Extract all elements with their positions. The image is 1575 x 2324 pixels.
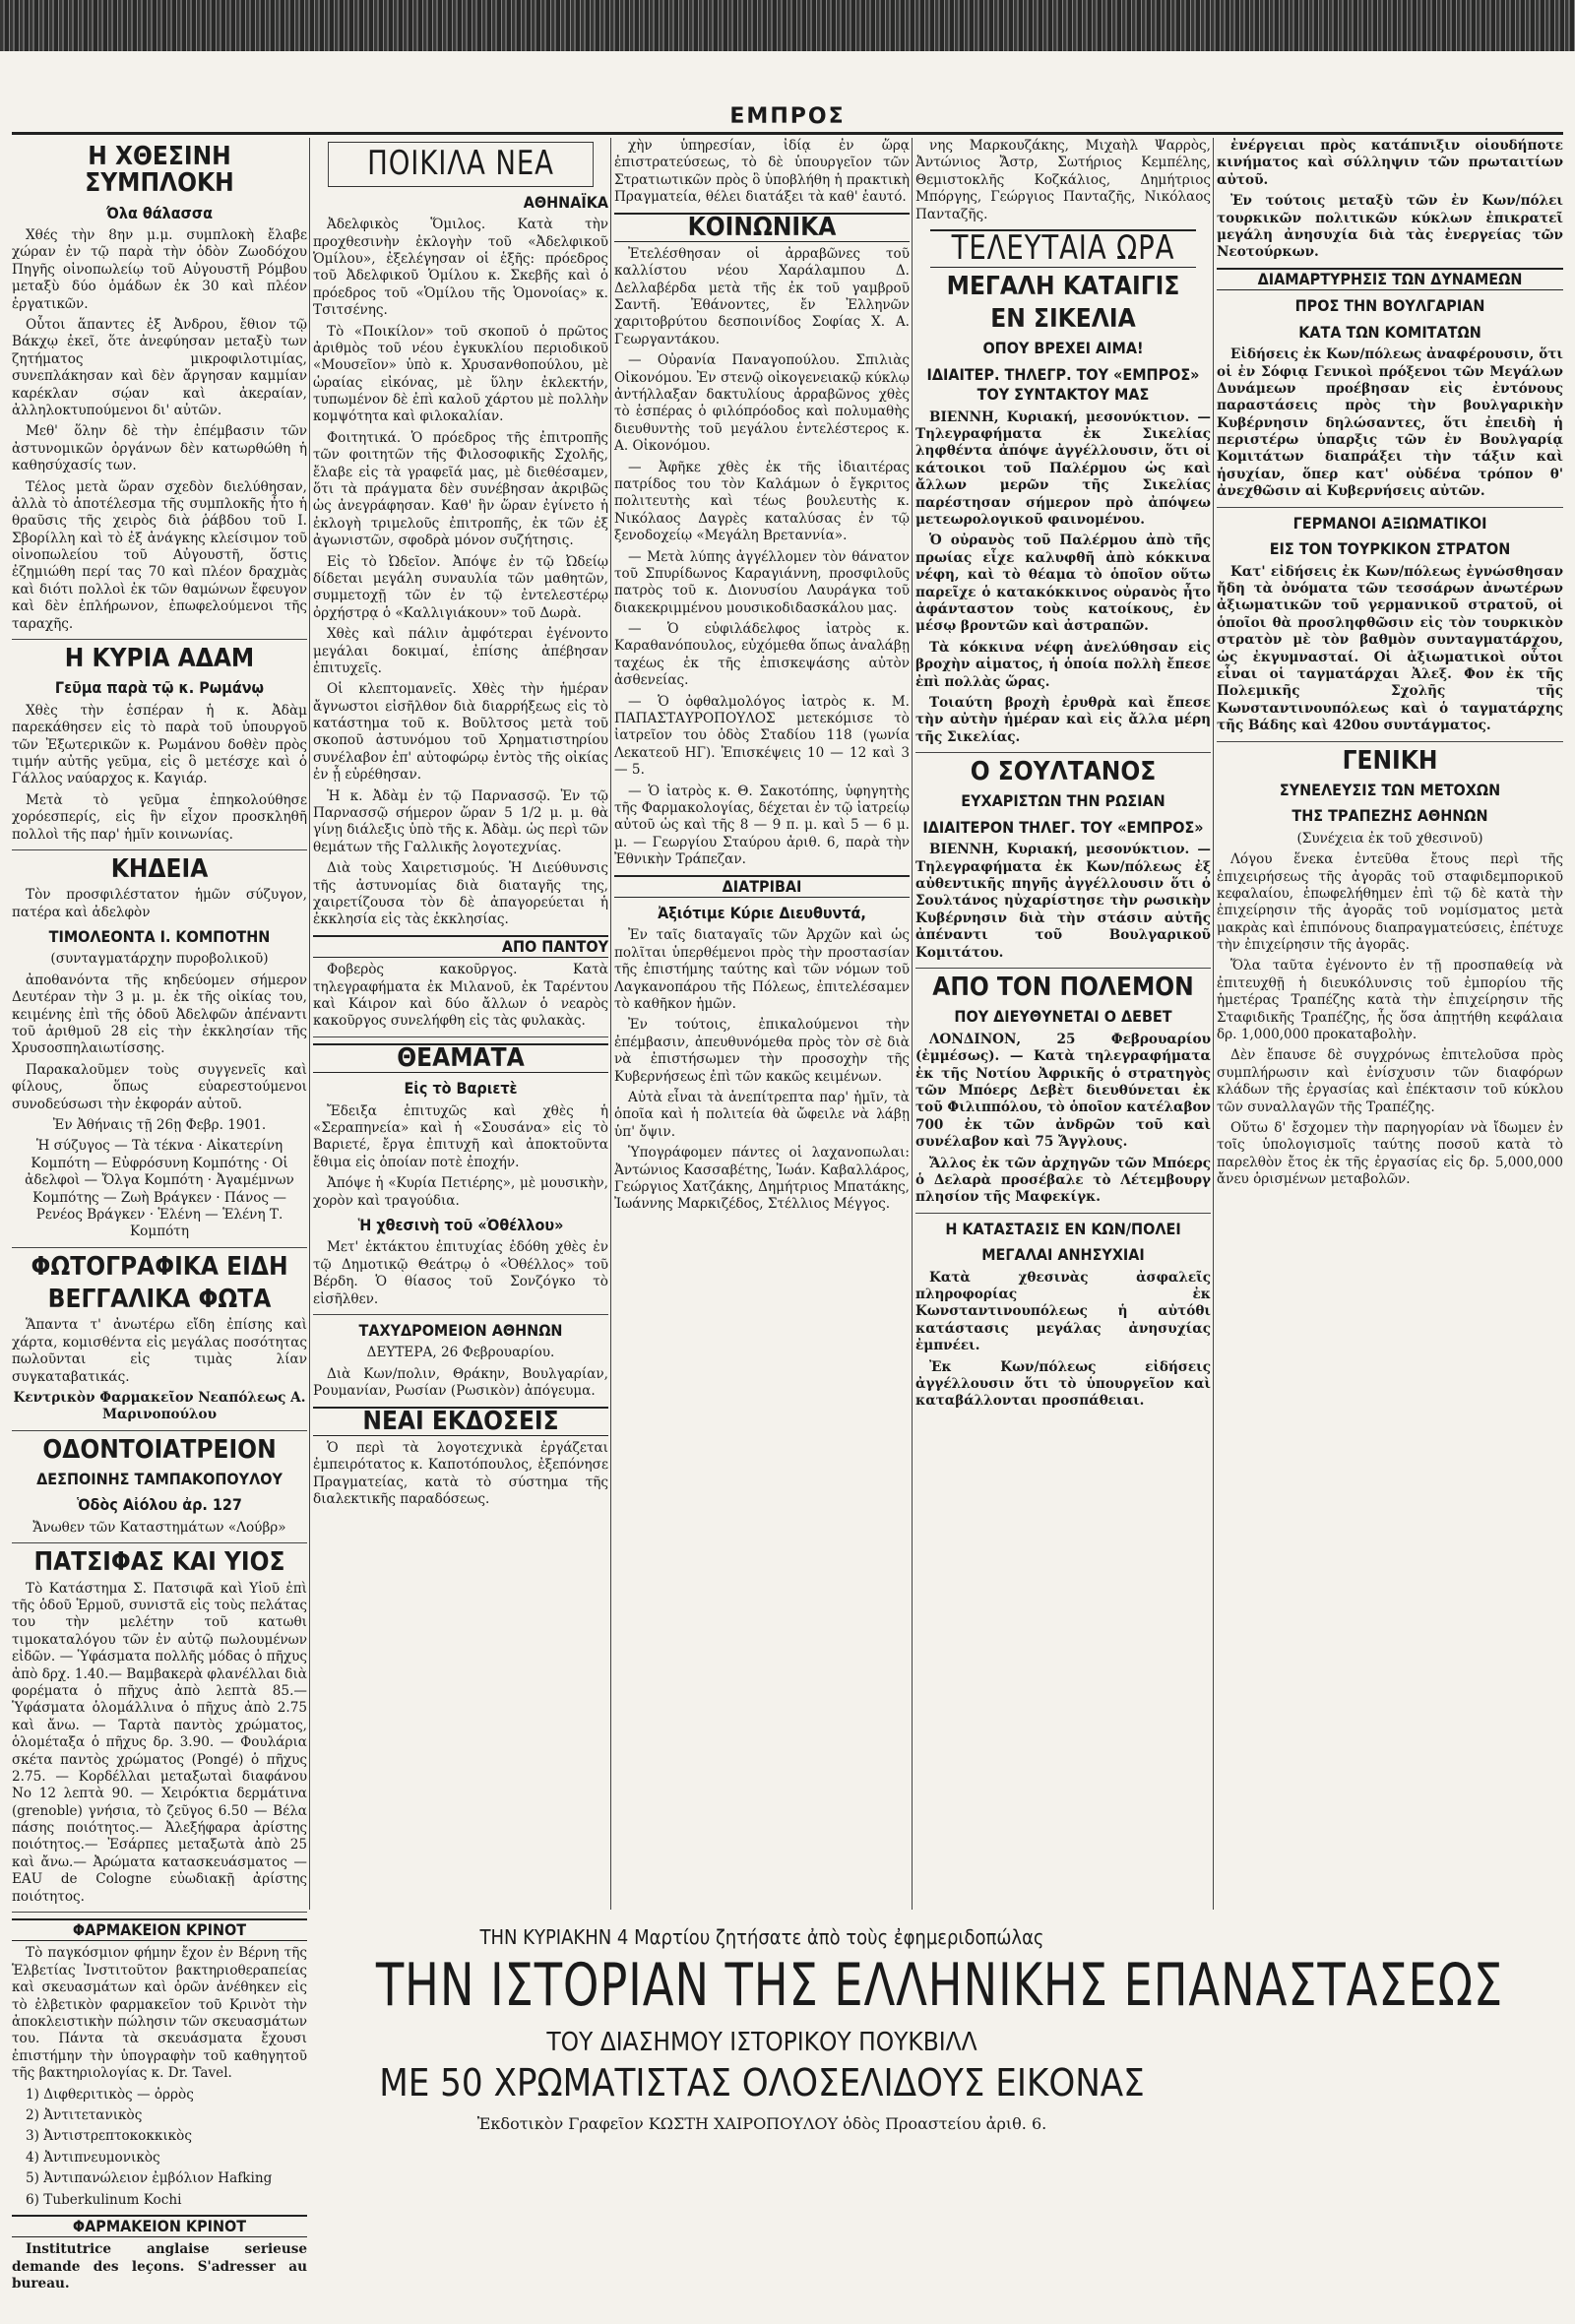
section-headline: ΔΙΑΤΡΙΒΑΙ bbox=[614, 875, 910, 898]
article-text: Ἐν ταῖς διαταγαῖς τῶν Ἀρχῶν καὶ ὡς πολῖται ὑπερθέμενοι πρὸς τὴν προστασίαν τῆς ἐπιστήμης ταύτης καὶ τῶν νόμων τοῦ Λαγκανοπάρου τῆς Πόλεως, ἐπιτελέσαμεν τὸ καθῆκον ἡμῶν. bbox=[614, 927, 910, 1013]
section-headline: ΤΕΛΕΥΤΑΙΑ ΩΡΑ bbox=[930, 229, 1196, 268]
article-text: — Μετὰ λύπης ἀγγέλλομεν τὸν θάνατον τοῦ Σπυρίδωνος Καραγιάννη, προσφιλοῦς πατρὸς τοῦ κ. Διονυσίου Λαυράγκα τοῦ διακεκριμμένου μουσικοδιδασκάλου μας. bbox=[614, 548, 910, 616]
separator bbox=[1217, 741, 1563, 742]
ad-line: ΜΕ 50 ΧΡΩΜΑΤΙΣΤΑΣ ΟΛΟΣΕΛΙΔΟΥΣ ΕΙΚΟΝΑΣ bbox=[379, 2061, 1145, 2104]
article-text: Φοβερὸς κακοῦργος. Κατὰ τηλεγραφήματα ἐκ Μιλανοῦ, ἐκ Ταρέντου καὶ Κάιρον καὶ δύο ἄλλων ὁ νεαρὸς κακοῦργος συνελήφθη εἰς τὰς φυλακὰς. bbox=[313, 962, 608, 1030]
ad-headline: ΦΩΤΟΓΡΑΦΙΚΑ ΕΙΔΗ bbox=[31, 1251, 288, 1282]
subheadline: ΜΕΓΑΛΑΙ ΑΝΗΣΥΧΙΑΙ bbox=[981, 1245, 1145, 1265]
article-text: — Οὐρανία Παναγοπούλου. Σπιλιὰς Οἰκονόμου. Ἐν στενῷ οἰκογενειακῷ κύκλῳ ἀντήλλαξαν δακτυλίους ἀρραβῶνος χθὲς τὸ ἑσπέρας ὁ φιλόπρόοδος καὶ πολυμαθὴς διευθυντὴς τοῦ μεγάλου ἐντελέστερος κ. Α. Οἰκονόμου. bbox=[614, 352, 910, 455]
column-divider bbox=[309, 138, 310, 1910]
separator bbox=[12, 1430, 307, 1431]
list-item: 2) Ἀντιτετανικὸς bbox=[26, 2107, 143, 2123]
headline: ΔΙΑΜΑΡΤΥΡΗΣΙΣ ΤΩΝ ΔΥΝΑΜΕΩΝ bbox=[1217, 268, 1563, 290]
article-text: Ὑπογράφομεν πάντες οἱ λαχανοπωλαι: Ἀντώνιος Κασσαβέτης, Ἰωάν. Καβαλλάρος, Γεώργιος Χατζάκης, Δημήτριος Μπατάκης, Ἰωάννης Μαρκιζέδος, Στέλλιος Μέγγος. bbox=[614, 1145, 910, 1213]
article-text: Χθὲς τὴν ἑσπέραν ἡ κ. Ἀδὰμ παρεκάθησεν εἰς τὸ παρὰ τοῦ ὑπουργοῦ τῶν Ἐξωτερικῶν κ. Ρωμάνου δοθὲν πρὸς τιμήν αὐτῆς γεῦμα, εἰς ὃ μετέσχε καὶ ὁ Γάλλος ναύαρχος κ. Καγιάρ. bbox=[12, 702, 307, 787]
headline: ΑΠΟ ΤΟΝ ΠΟΛΕΜΟΝ bbox=[932, 973, 1194, 1003]
section-headline: ΠΟΙΚΙΛΑ ΝΕΑ bbox=[328, 142, 594, 187]
separator bbox=[313, 1036, 608, 1037]
headline: ΚΗΔΕΙΑ bbox=[110, 853, 209, 884]
article-text: Ἄλλος ἐκ τῶν ἀρχηγῶν τῶν Μπόερς ὁ Δελαρὰ προσέβαλε τὸ Λέτεμβουργ πλησίον τῆς Μαφεκίγκ. bbox=[915, 1155, 1211, 1206]
list-item: 5) Ἀντιπανώλειον ἐμβόλιον Hafking bbox=[26, 2170, 273, 2187]
article-text: Ἐν τούτοις, ἐπικαλούμενοι τὴν ἐπέμβασιν, ἀπευθυνόμεθα πρὸς τὸν σὲ διὰ νὰ ἐπιστήσωμεν τὴν προσοχὴν τῆς Κυβερνήσεως ἐπὶ τῶν κακῶς κειμένων. bbox=[614, 1017, 910, 1085]
separator bbox=[313, 1314, 608, 1315]
article-text: Φοιτητικά. Ὁ πρόεδρος τῆς ἐπιτροπῆς τῶν φοιτητῶν τῆς Φιλοσοφικῆς Σχολῆς, ἔλαβε εἰς τὰ γραφεῖά μας, μὲ διεθέσαμεν, ὅτι τὰ πράγματα δὲν συνέβησαν ἀκριβῶς ὡς ἀνεγράφησαν. Καθ' ἣν ὥραν ἐγίνετο ἡ ἐκλογὴ τριμελοῦς ἐπιτροπῆς, ἐκ τῶν ἐξ ἀγωνιστῶν, σφοδρὰ μόνον συζήτησις. bbox=[313, 429, 608, 549]
article-text: Τοιαύτη βροχὴ ἐρυθρὰ καὶ ἔπεσε τὴν αὐτὴν ἡμέραν καὶ εἰς ἄλλα μέρη τῆς Σικελίας. bbox=[915, 694, 1211, 745]
article-text: — Ἀφῆκε χθὲς ἐκ τῆς ἰδιαιτέρας πατρίδος του τὸν Καλάμων ὁ ἔγκριτος πολιτευτὴς καὶ τέως βουλευτὴς κ. Νικόλαος Δαγρὲς καταλύσας ἐν τῷ ξενοδοχείῳ «Μεγάλη Βρεταννία». bbox=[614, 459, 910, 544]
article-text: ΔΕΥΤΕΡΑ, 26 Φεβρουαρίου. bbox=[366, 1345, 555, 1361]
separator bbox=[915, 752, 1211, 753]
article-text: Διὰ τοὺς Χαιρετισμούς. Ἡ Διεύθυνσις τῆς ἀστυνομίας διὰ διαταγῆς της, χαιρετίζουσα τὸν δὲ ἀπαγορεύεται ἡ ἐκκλησία εἰς τὰς ἐκκλησίας. bbox=[313, 860, 608, 928]
subheadline: ΚΑΤΑ ΤΩΝ ΚΟΜΙΤΑΤΩΝ bbox=[1298, 322, 1481, 342]
article-text: ΒΙΕΝΝΗ, Κυριακή, μεσονύκτιον. — Τηλεγραφήματα ἐκ Σικελίας ληφθέντα ἀπόψε ἀγγέλλουσιν, ὅτι οἱ κάτοικοι τοῦ Παλέρμου ὡς καὶ ἄλλων μερῶν τῆς Σικελίας παρέστησαν σήμερον πρὸ ἀπόψεω μετεωρολογικοῦ φαινομένου. bbox=[915, 408, 1211, 528]
ad-headline: ΠΑΤΣΙΦΑΣ ΚΑΙ ΥΙΟΣ bbox=[33, 1547, 285, 1578]
headline: Η ΚΑΤΑΣΤΑΣΙΣ ΕΝ ΚΩΝ/ΠΟΛΕΙ bbox=[945, 1219, 1181, 1238]
list-item: 4) Ἀντιπνευμονικὸς bbox=[26, 2149, 160, 2166]
ad-publisher: Ἐκδοτικὸν Γραφεῖον ΚΩΣΤΗ ΧΑΙΡΟΠΟΥΛΟΥ ὁδὸς Προαστείου ἀριθ. 6. bbox=[476, 2114, 1047, 2133]
article-text: Παρακαλοῦμεν τοὺς συγγενεῖς καὶ φίλους, ὅπως εὐαρεστούμενοι συνοδεύσωσι τὴν ἐκφοράν αὐτοῦ. bbox=[12, 1061, 307, 1112]
column-divider bbox=[1213, 138, 1214, 1910]
article-text: Εἰδήσεις ἐκ Κων/πόλεως ἀναφέρουσιν, ὅτι οἱ ἐν Σόφιᾳ Γενικοὶ πρόξενοι τῶν Μεγάλων Δυνάμεων προέβησαν εἰς ἐντόνους παραστάσεις πρὸς τὴν βουλγαρικὴν Κυβέρνησιν δηλώσαντες, ὅτι ἐπειδὴ ἡ περιστέρω ὑπαρξις τῶν ἐν Βουλγαρίᾳ Κομιτάτων διαπράξει τὴν τάξιν καὶ ἡσυχίαν, ὅπερ κατ' οὐδένα τρόπον θ' ἀνεχθῶσιν αἱ Κυβερνήσεις αὐτῶν. bbox=[1217, 346, 1563, 500]
telegram-source: ΙΔΙΑΙΤΕΡ. ΤΗΛΕΓΡ. ΤΟΥ «ΕΜΠΡΟΣ» ΤΟΥ ΣΥΝΤΑΚΤΟΥ ΜΑΣ bbox=[926, 364, 1200, 405]
article-text: Χθὲς καὶ πάλιν ἀμφότεραι ἐγένοντο μεγάλαι δοκιμαί, ἐπίσης ἀπέβησαν ἐπιτυχεῖς. bbox=[313, 626, 608, 676]
ad-text: Τὸ Κατάστημα Σ. Πατσιφᾶ καὶ Υἱοῦ ἐπὶ τῆς ὁδοῦ Ἑρμοῦ, συνιστᾶ εἰς τοὺς πελάτας του τὴν μελέτην τοῦ κατωθι τιμοκαταλόγου τῶν ἐν αὐτῷ πωλουμένων εἰδῶν. — Ὑφάσματα πολλῆς μόδας ὁ πῆχυς ἀπὸ δρχ. 1.40.— Βαμβακερὰ φλανέλλαι διὰ φορέματα ὁ πῆχυς ἀπὸ λεπτὰ 85.— Ὑφάσματα ὁλομάλλινα ὁ πῆχυς ἀπὸ 2.75 καὶ ἄνω. — Ταρτὰ παντὸς χρώματος, ὁλομέταξα ὁ πῆχυς δρ. 3.90. — Φουλάρια σκέτα παντὸς χρώματος (Pongé) ὁ πῆχυς 2.75. — Κορδέλλαι μεταξωταὶ διαφάνου Νο 12 λεπτὰ 90. — Χειρόκτια δερμάτινα (grenoble) γνήσια, τὸ ζεῦγος 6.50 — Βέλα πάσης ποιότητος.— Ἀλεξήφαρα ἀρίστης ποιότητος.— Ἐσάρπες μεταξωτὰ ἀπὸ 25 καὶ ἄνω.— Ἀρώματα κατασκευάσματος — EAU de Cologne εὐωδιακῇ ἀρίστης ποιότητος. bbox=[12, 1580, 307, 1905]
section-headline: ΤΑΧΥΔΡΟΜΕΙΟΝ ΑΘΗΝΩΝ bbox=[358, 1320, 563, 1340]
article-text: Μεθ' ὅλην δὲ τὴν ἐπέμβασιν τῶν ἀστυνομικῶν ὀργάνων δὲν κατωρθώθη ἡ καθησύχασίς των. bbox=[12, 423, 307, 474]
separator bbox=[12, 1542, 307, 1543]
separator bbox=[12, 849, 307, 850]
headline: ΜΕΓΑΛΗ ΚΑΤΑΙΓΙΣ bbox=[946, 271, 1180, 301]
article-text: ΒΙΕΝΝΗ, Κυριακή, μεσονύκτιον. — Τηλεγραφήματα ἐκ Κων/πόλεως ἐξ αὐθεντικῆς πηγῆς ἀγγέλλουσιν ὅτι ὁ Σουλτάνος ηὐχαρίστησε τὴν ρωσικὴν Κυβέρνησιν διὰ τὴν στάσιν αὐτῆς ἀπέναντι τοῦ Βουλγαρικοῦ Κομιτάτου. bbox=[915, 842, 1211, 961]
subheadline: Γεῦμα παρὰ τῷ κ. Ρωμάνῳ bbox=[54, 678, 265, 698]
article-text: Κατ' εἰδήσεις ἐκ Κων/πόλεως ἐγνώσθησαν ἤδη τὰ ὀνόματα τῶν τεσσάρων ἀνωτέρων ἀξιωματικῶν τοῦ γερμανικοῦ στρατοῦ, οἱ ὁποῖοι θὰ προσληφθῶσιν εἰς τὸν τουρκικὸν στρατὸν μὲ τὸν βαθμὸν συνταγματάρχου, ὡς ἐκγυμνασταί. Οἱ ἀξιωματικοὶ οὗτοι εἶναι οἱ ταγματάρχαι Ἀλεξ. Φον ἐκ τῆς Πολεμικῆς Σχολῆς τῆς Κωνσταντινουπόλεως καὶ ὁ ταγματάρχης τῆς Βάδης καὶ 420ου συντάγματος. bbox=[1217, 563, 1563, 734]
article-text: Ἡ κ. Ἀδὰμ ἐν τῷ Παρνασσῷ. Ἐν τῷ Παρνασσῷ σήμερον ὥραν 5 1/2 μ. μ. θὰ γίνῃ διάλεξις ὑπὸ τῆς κ. Ἀδὰμ. ὡς περὶ τῶν θεμάτων τῆς Γαλλικῆς λογοτεχνίας. bbox=[313, 787, 608, 855]
obituary-rank: (συνταγματάρχην πυροβολικοῦ) bbox=[50, 951, 269, 968]
section-headline: ΚΟΙΝΩΝΙΚΑ bbox=[614, 213, 910, 242]
separator bbox=[915, 1213, 1211, 1214]
ad-title: ΤΗΝ ΙΣΤΟΡΙΑΝ ΤΗΣ ΕΛΛΗΝΙΚΗΣ ΕΠΑΝΑΣΤΑΣΕΩΣ bbox=[375, 1951, 1504, 2020]
ad-headline: ΦΑΡΜΑΚΕΙΟΝ ΚΡΙΝΟΤ bbox=[12, 2215, 307, 2237]
column-2 bbox=[313, 138, 608, 1910]
subheadline: ΠΡΟΣ ΤΗΝ ΒΟΥΛΓΑΡΙΑΝ bbox=[1294, 296, 1485, 316]
article-text: Τὰ κόκκινα νέφη ἀνελύθησαν εἰς βροχὴν αἱματος, ἡ ὁποία πολλὴ ἔπεσε ἐπὶ πολλὰς ὥρας. bbox=[915, 639, 1211, 690]
separator bbox=[915, 968, 1211, 969]
article-text: Ἐτελέσθησαν οἱ ἀρραβῶνες τοῦ καλλίστου νέου Χαράλαμπου Δ. Δελλαβέρδα μετὰ τῆς ἐκ τοῦ γαμβροῦ Σαντῆ. Ἐθάνοντες, ἔν Ἐλληνῶν χαριτοβρύτου δεσποινίδος Σοφίας Χ. Α. Γεωργαντάκου. bbox=[614, 245, 910, 347]
ad-line: ΤΟΥ ΔΙΑΣΗΜΟΥ ΙΣΤΟΡΙΚΟΥ ΠΟΥΚΒΙΛΛ bbox=[546, 2028, 977, 2057]
column-3 bbox=[614, 138, 910, 1910]
headline: Η ΚΥΡΙΑ ΑΔΑΜ bbox=[64, 644, 255, 674]
subheadline: ΠΟΥ ΔΙΕΥΘΥΝΕΤΑΙ Ο ΔΕΒΕΤ bbox=[954, 1007, 1172, 1027]
article-text: Οὗτοι ἅπαντες ἐξ Ἀνδρου, ἔθιον τῷ Βάκχῳ ἐκεῖ, ὅτε ἀνεφύησαν μεταξὺ των ζητήματος μικροφιλοτιμίας, συνεπλάκησαν καὶ δὲν ἄργησαν καμμίαν καρέκλαν σῴαν καὶ ἀκεραίαν, ἀλληλοκτυπούμενοι δι' αὐτῶν. bbox=[12, 317, 307, 418]
article-text: Λόγου ἕνεκα ἐντεῦθα ἔτους περὶ τῆς ἐπιχειρήσεως τῆς ἀγορᾶς τοῦ σταφιδεμπορικοῦ κεφαλαίου, ἐπωφελήθημεν ἐπὶ τῷ δὲ κατὰ τὴν ἐπιχείρησιν τῆς ἀγορᾶς τοῦ νομίσματος μετὰ μακρὰς καὶ ἐπιπόνους διαπραγματεύσεις, ἐπέτυχε τὴν ἐπιχείρησιν τῆς ἀγορᾶς. bbox=[1217, 851, 1563, 954]
book-advertisement bbox=[313, 1916, 1504, 2240]
subheadline: ΤΗΣ ΤΡΑΠΕΖΗΣ ΑΘΗΝΩΝ bbox=[1292, 806, 1488, 826]
article-text: Χθές τὴν 8ην μ.μ. συμπλοκὴ ἔλαβε χώραν ἐν τῷ παρὰ τὴν ὁδὸν Ζωοδόχου Πηγῆς οἰνοπωλείῳ τοῦ Αὐγουστῆ Ρόμβου μεταξὺ δύο ὁμάδων ἐκ 30 καὶ πλέον ἐργατικῶν. bbox=[12, 227, 307, 312]
article-text: νης Μαρκουζάκης, Μιχαὴλ Ψαρρὸς, Ἀντώνιος Ἄστρ, Σωτήριος Κεμπέλης, Θεμιστοκλῆς Κοζκάλιος, Δημήτριος Μπόργης, Γεώργιος Πανταζῆς, Νικόλαος Πανταζῆς. bbox=[915, 138, 1211, 222]
article-text: Τέλος μετὰ ὥραν σχεδὸν διελύθησαν, ἀλλὰ τὸ ἀποτέλεσμα τῆς συμπλοκῆς ἦτο ἡ θραῦσις τῆς χειρὸς διὰ ῥάβδου τοῦ Ι. Σβορίλλη καὶ τὸ ἐξ ἀνάγκης κλείσιμον τοῦ οἰνοπωλείου τοῦ Αὐγουστῆ, ὅστις ἐζημιώθη περί τας 70 καὶ πλέον δραχμὰς καὶ διότι πολλοὶ ἐκ τῶν θαμώνων ἔφευγον καὶ δὲν ἐπλήρωνον, ἐπωφελούμενοι τῆς ταραχῆς. bbox=[12, 478, 307, 632]
separator bbox=[12, 1247, 307, 1248]
article-text: Τὸν προσφιλέστατον ἡμῶν σύζυγον, πατέρα καὶ ἀδελφὸν bbox=[12, 887, 307, 920]
subheadline: ΕΥΧΑΡΙΣΤΩΝ ΤΗΝ ΡΩΣΙΑΝ bbox=[961, 791, 1166, 811]
ad-headline: ΟΔΟΝΤΟΙΑΤΡΕΙΟΝ bbox=[42, 1434, 277, 1465]
article-text: — Ὁ εὐφιλάδελφος ἰατρὸς κ. Καραθανόπουλος, εὐχόμεθα ὅπως ἀναλάβῃ ταχέως ἐκ τῆς ἐπισκεψάσης αὐτὸν ἀσθενείας. bbox=[614, 621, 910, 689]
article-text: Ἀπόψε ἡ «Κυρία Πετιέρης», μὲ μουσικὴν, χορὸν καὶ τραγούδια. bbox=[313, 1175, 608, 1209]
continuation-note: (Συνέχεια ἐκ τοῦ χθεσινοῦ) bbox=[1296, 830, 1483, 847]
ad-address: Ὁδὸς Αἰόλου ἀρ. 127 bbox=[77, 1495, 242, 1515]
obituary-name: ΤΙΜΟΛΕΟΝΤΑ Ι. ΚΟΜΠΟΤΗΝ bbox=[48, 927, 271, 947]
subheadline: ΣΥΝΕΛΕΥΣΙΣ ΤΩΝ ΜΕΤΟΧΩΝ bbox=[1279, 780, 1501, 799]
column-5 bbox=[1217, 138, 1563, 1910]
article-text: Ἔδειξα ἐπιτυχῶς καὶ χθὲς ἡ «Σεραπηνεία» καὶ ἡ «Σουσάνα» εἰς τὸ Βαριετέ, ἔργα ἐπιτυχῆ καὶ ἀποκτοῦντα ἔθιμα εἰς ὁποίαν ποτὲ ἐποχήν. bbox=[313, 1102, 608, 1170]
section-headline: ΝΕΑΙ ΕΚΔΟΣΕΙΣ bbox=[313, 1407, 608, 1436]
article-text: — Ὁ ἰατρὸς κ. Θ. Σακοτόπης, ὑφηγητὴς τῆς Φαρμακολογίας, δέχεται ἐν τῷ ἰατρείῳ αὐτοῦ ὡς καὶ τῆς 8 — 9 π. μ. καὶ 5 — 6 μ. μ. — Γεωργίου Σταύρου ἀριθ. 6, παρὰ τὴν Ἐθνικὴν Τράπεζαν. bbox=[614, 783, 910, 868]
column-1 bbox=[12, 138, 307, 2293]
article-text: ἐνέργειαι πρὸς κατάπνιξιν οἱουδήποτε κινήματος καὶ σύλληψιν τῶν πρωταιτίων αὐτοῦ. bbox=[1217, 138, 1563, 188]
article-text: Ὅλα ταῦτα ἐγένοντο ἐν τῇ προσπαθείᾳ νὰ ἐπιτευχθῇ ἡ διευκόλυνσις τοῦ ἐμπορίου τῆς ἡμετέρας Τραπέζης κατὰ τὴν ἐπιχείρησιν τῆς Σταφιδικῆς Τραπέζης, ἧς ὅσα ἀπῃτήθη κεφάλαια δρ. 1,000,000 προκαταβολὴν. bbox=[1217, 958, 1563, 1043]
section-headline: ΑΠΟ ΠΑΝΤΟΥ bbox=[313, 935, 608, 958]
column-divider bbox=[912, 138, 913, 1910]
column-divider bbox=[610, 138, 611, 1910]
subheadline: ΟΠΟΥ ΒΡΕΧΕΙ ΑΙΜΑ! bbox=[982, 339, 1144, 358]
headline: ΕΝ ΣΙΚΕΛΙΑ bbox=[990, 303, 1136, 334]
article-text: Δὲν ἔπαυσε δὲ συγχρόνως ἐπιτελοῦσα πρὸς συμπλήρωσιν καὶ ἐνίσχυσιν τῶν διαφόρων κλάδων τῆς ἐργασίας καὶ ἐπέκτασιν τοῦ κύκλου τῶν συναλλαγῶν τῆς Τραπέζης. bbox=[1217, 1047, 1563, 1115]
letter-salutation: Ἀξιότιμε Κύριε Διευθυντά, bbox=[658, 904, 866, 922]
headline: ΓΕΡΜΑΝΟΙ ΑΞΙΩΜΑΤΙΚΟΙ bbox=[1292, 513, 1487, 533]
list-item: 3) Ἀντιστρεπτοκοκκικὸς bbox=[26, 2128, 192, 2145]
telegram-source: ΙΔΙΑΙΤΕΡΟΝ ΤΗΛΕΓ. ΤΟΥ «ΕΜΠΡΟΣ» bbox=[922, 817, 1204, 837]
section-subheadline: ΑΘΗΝΑΪΚΑ bbox=[523, 192, 608, 212]
article-text: — Ὁ ὀφθαλμολόγος ἰατρὸς κ. Μ. ΠΑΠΑΣΤΑΥΡΟΠΟΥΛΟΣ μετεκόμισε τὸ ἰατρεῖον του ὁδὸς Σταδίου 118 (γωνία Λεκατεοῦ ΗΓ). Ἐπισκέψεις 10 — 12 καὶ 3 — 5. bbox=[614, 693, 910, 779]
masthead-rule bbox=[12, 132, 1563, 135]
separator bbox=[1217, 507, 1563, 508]
headline: ΓΕΝΙΚΗ bbox=[1342, 745, 1438, 776]
dateline: Ἐν Ἀθήναις τῇ 26ῃ Φεβρ. 1901. bbox=[52, 1117, 267, 1133]
article-text: Κατὰ χθεσινὰς ἀσφαλεῖς πληροφορίας ἐκ Κωνσταντινουπόλεως ἡ αὐτόθι κατάστασις μεγάλας ἀνησυχίας ἐμπνέει. bbox=[915, 1269, 1211, 1354]
ad-text: Institutrice anglaise serieuse demande des leçons. S'adresser au bureau. bbox=[12, 2241, 307, 2293]
ad-text: Ἄνωθεν τῶν Καταστημάτων «Λούβρ» bbox=[32, 1519, 286, 1536]
article-text: Μετ' ἐκτάκτου ἐπιτυχίας ἐδόθη χθὲς ἐν τῷ Δημοτικῷ Θεάτρῳ ὁ «Ὀθέλλος» τοῦ Βέρδη. Ὁ θίασος τοῦ Σονζόγκο τὸ εἰσῆλθεν. bbox=[313, 1239, 608, 1307]
subheadline: Εἰς τὸ Βαριετὲ bbox=[404, 1079, 518, 1099]
masthead: ΕΜΠΡΟΣ bbox=[729, 104, 846, 129]
list-item: 6) Tuberkulinum Kochi bbox=[26, 2191, 182, 2208]
article-text: Εἰς τὸ Ὠδεῖον. Ἀπόψε ἐν τῷ Ὠδείῳ δίδεται μεγάλη συναυλία τῶν μαθητῶν, συμμετοχῇ τῶν ἐν τῷ ἐντελεστέρῳ ὀρχήστρᾳ ὁ «Καλλιγιάκουν» τοῦ Δωρὰ. bbox=[313, 553, 608, 621]
subheadline: ΕΙΣ ΤΟΝ ΤΟΥΡΚΙΚΟΝ ΣΤΡΑΤΟΝ bbox=[1269, 539, 1511, 559]
article-text: Τὸ «Ποικίλον» τοῦ σκοποῦ ὁ πρῶτος ἀριθμὸς τοῦ νέου ἐγκυκλίου περιοδικοῦ «Μουσεῖον» ὑπὸ κ. Χρυσανθοπούλου, μὲ ὡραίας εἰκόνας, μὲ ὕλην ἐκλεκτήν, τυπωμένον δὲ ἐπὶ καλοῦ χάρτου μὲ πολλὴν κομψότητα καὶ φιλοκαλίαν. bbox=[313, 323, 608, 425]
separator bbox=[12, 639, 307, 640]
ad-headline: ΦΑΡΜΑΚΕΙΟΝ ΚΡΙΝΟΤ bbox=[12, 1918, 307, 1941]
ad-text: Τὸ παγκόσμιον φήμην ἔχον ἐν Βέρνη τῆς Ἑλβετίας Ἰνστιτοῦτον βακτηριοθεραπείας καὶ σκευασμάτων καὶ ὀρῶν ἀνέθηκεν εἰς τὸ ἐλβετικὸν φαρμακεῖον τοῦ Κρινὸτ τὴν ἀποκλειστικὴν πώλησιν τῶν σκευασμάτων του. Πάντα τὰ σκευάσματα ἔχουσι ἐπιστήμην τὴν ὑπογραφὴν τοῦ καθηγητοῦ τῆς βακτηριολογίας κ. Dr. Tavel. bbox=[12, 1945, 307, 2082]
article-text: Οἱ κλεπτομανεῖς. Χθὲς τὴν ἡμέραν ἄγνωστοι εἰσῆλθον διὰ διαρρήξεως εἰς τὸ κατάστημα τοῦ κ. Βοῦλτσος μετὰ τοῦ σκοποῦ ἀστυνόμου τοῦ Χρηματιστηρίου συνέλαβον ἐπ' αὐτοφώρῳ ἐντὸς τῆς οἰκίας ἐν ᾗ εὑρέθησαν. bbox=[313, 681, 608, 784]
article-text: Οὕτω δ' ἔσχομεν τὴν παρηγορίαν νὰ ἴδωμεν ἐν τοῖς ὑπολογισμοῖς ταύτης ποσοῦ κατὰ τὸ παρελθὸν ἔτος ἐκ τῆς ἐργασίας εἰς δρ. 5,000,000 ἄνευ ὁρισμένων μεταβολῶν. bbox=[1217, 1119, 1563, 1188]
ad-text: Ἅπαντα τ' ἀνωτέρω εἴδη ἐπίσης καὶ χάρτα, κομισθέντα εἰς μεγάλας ποσότητας πωλοῦνται εἰς τιμὰς λίαν συγκαταβατικάς. bbox=[12, 1317, 307, 1385]
ad-line: ΤΗΝ ΚΥΡΙΑΚΗΝ 4 Μαρτίου ζητήσατε ἀπὸ τοὺς ἐφημεριδοπώλας bbox=[479, 1925, 1044, 1949]
section-headline: ΘΕΑΜΑΤΑ bbox=[313, 1043, 608, 1073]
article-text: Ὁ περὶ τὰ λογοτεχνικὰ ἐργάζεται ἐμπειρότατος κ. Καποτόπουλος, ἐξεπόνησε Πραγματείας, κατὰ τὸ σύστημα τῆς διαλεκτικῆς παραδόσεως. bbox=[313, 1439, 608, 1508]
ad-headline: ΒΕΓΓΑΛΙΚΑ ΦΩΤΑ bbox=[47, 1285, 272, 1315]
list-item: 1) Διφθεριτικὸς — ὀρρὸς bbox=[26, 2086, 194, 2103]
article-text: Ἐν τούτοις μεταξὺ τῶν ἐν Κων/πόλει τουρκικῶν πολιτικῶν κύκλων ἐπικρατεῖ μεγάλη ἀνησυχία διὰ τὰς ἐνεργείας τῶν Νεοτούρκων. bbox=[1217, 193, 1563, 261]
scan-top-border bbox=[0, 0, 1575, 51]
ad-subheadline: ΔΕΣΠΟΙΝΗΣ ΤΑΜΠΑΚΟΠΟΥΛΟΥ bbox=[36, 1469, 283, 1488]
separator bbox=[12, 1912, 307, 1913]
ad-text: Κεντρικὸν Φαρμακεῖον Νεαπόλεως Α. Μαρινοπούλου bbox=[13, 1389, 306, 1423]
subheadline: Ἡ χθεσινὴ τοῦ «Ὀθέλλου» bbox=[357, 1215, 564, 1234]
article-text: Μετὰ τὸ γεῦμα ἐπηκολούθησε χορόεσπερίς, εἰς ἣν εἶχον προσκληθῆ πολλοὶ τῆς παρ' ἡμῖν κοινωνίας. bbox=[12, 791, 307, 843]
article-text: ΛΟΝΔΙΝΟΝ, 25 Φεβρουαρίου (ἐμμέσως). — Κατὰ τηλεγραφήματα ἐκ τῆς Νοτίου Ἀφρικῆς ὁ στρατηγὸς τῶν Μπόερς Δεβὲτ διευθύνεται ἐκ τοῦ Φιλιππόλου, τὸ ὁποῖον κατέλαβον 700 ἐκ τῶν ἀνδρῶν τοῦ καὶ συνέλαβον καὶ 75 Ἄγγλους. bbox=[915, 1031, 1211, 1151]
article-text: Αὐτὰ εἶναι τὰ ἀνεπίτρεπτα παρ' ἡμῖν, τὰ ὁποῖα καὶ ἡ πολιτεία θὰ ὤφειλε νὰ λάβῃ ὑπ' ὄψιν. bbox=[614, 1089, 910, 1140]
article-text: Διὰ Κων/πολιν, Θράκην, Βουλγαρίαν, Ρουμανίαν, Ρωσίαν (Ρωσικὸν) ἀπόγευμα. bbox=[313, 1365, 608, 1400]
article-text: ἀποθανόντα τῆς κηδεύομεν σήμερον Δευτέραν τὴν 3 μ. μ. ἐκ τῆς οἰκίας του, κειμένης ἐπὶ τῆς ὁδοῦ Ἀδελφῶν ἀπέναντι τοῦ ἀριθμοῦ 28 εἰς τὴν ἐκκλησίαν τῆς Χρυσοσπηλαιωτίσσης. bbox=[12, 972, 307, 1057]
article-text: Ὁ οὐρανὸς τοῦ Παλέρμου ἀπὸ τῆς πρωίας εἶχε καλυφθῆ ἀπὸ κόκκινα νέφη, καὶ τὸ θέαμα τὸ ὁποῖον οὕτω παρεῖχε ὁ κατακόκκινος οὐρανὸς ἦτο ἀφάνταστον τοὺς κατοίκους, ἐν μέσῳ βροντῶν καὶ ἀστραπῶν. bbox=[915, 533, 1211, 635]
headline: Η ΧΘΕΣΙΝΗ ΣΥΜΠΛΟΚΗ bbox=[85, 142, 234, 199]
article-text: χὴν ὑπηρεσίαν, ἰδίᾳ ἐν ὥρᾳ ἐπιστρατεύσεως, τὸ δὲ ὑπουργεῖον τῶν Στρατιωτικῶν πρὸς ὃ ὑποβλήθη ἡ πρακτικὴ Πραγματεία, θέλει διατάξει τὰ καθ' ἑαυτό. bbox=[614, 138, 911, 206]
headline: Ο ΣΟΥΛΤΑΝΟΣ bbox=[970, 757, 1157, 787]
signatories: Ἡ σύζυγος — Τὰ τέκνα · Αἰκατερίνη Κομπότη — Εὐφρόσυνη Κομπότης · Οἱ ἀδελφοὶ — Ὄλγα Κομπότη · Ἀγαμέμνων Κομπότης — Ζωὴ Βράγκεν · Πάνος — Ρενέος Βράγκεν · Ἑλένη — Ἑλένη Τ. Κομπότη bbox=[25, 1138, 294, 1240]
article-text: Ἀδελφικὸς Ὅμιλος. Κατὰ τὴν προχθεσινὴν ἐκλογὴν τοῦ «Ἀδελφικοῦ Ὁμίλου», ἐξελέγησαν οἱ ἑξῆς: πρόεδρος τοῦ Ἀδελφικοῦ Ὁμίλου κ. Σκεβῆς καὶ ὁ πρόεδρος τοῦ «Ὁμίλου τῆς Ὁμονοίας» κ. Τσιτσένης. bbox=[313, 217, 608, 319]
article-text: Ἐκ Κων/πόλεως εἰδήσεις ἀγγέλλουσιν ὅτι τὸ ὑπουργεῖον καὶ καταβάλλονται προσπάθειαι. bbox=[915, 1358, 1211, 1410]
subheadline: Όλα θάλασσα bbox=[106, 203, 213, 222]
